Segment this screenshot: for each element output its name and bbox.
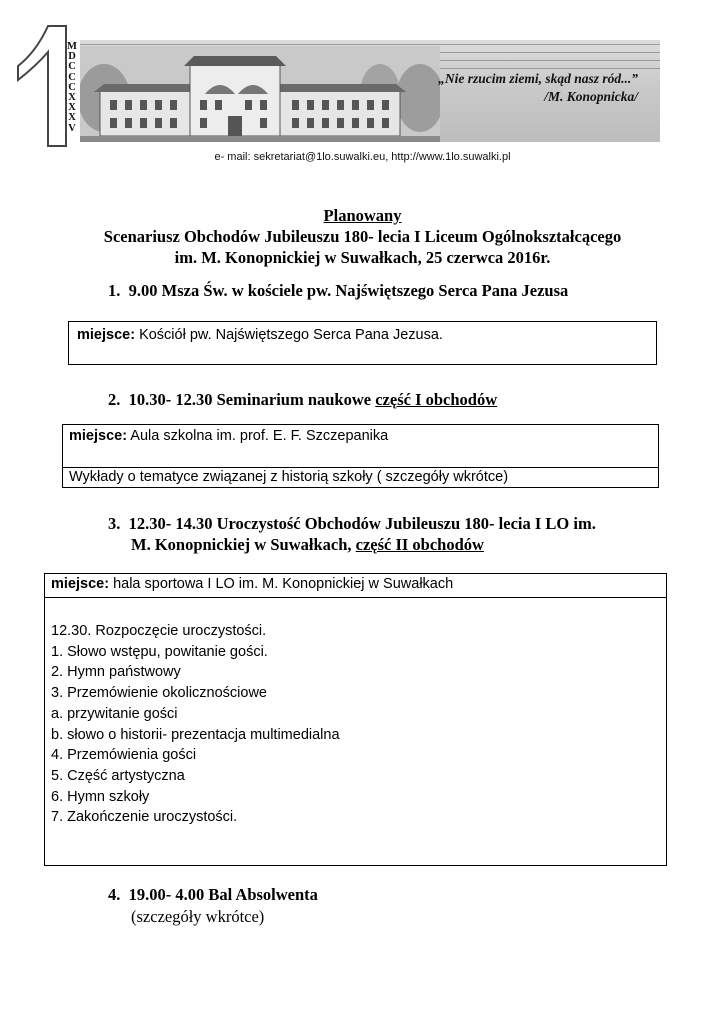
document-title	[40, 205, 685, 268]
item-1-place-box	[68, 321, 657, 365]
program-item: 3. Przemówienie okolicznościowe	[51, 685, 267, 702]
program-item: 5. Część artystyczna	[51, 767, 185, 784]
program-item: b. słowo o historii- prezentacja multimedialna	[51, 726, 340, 743]
contact-line: e- mail: sekretariat@1lo.suwalki.eu, http://www.1lo.suwalki.pl	[214, 151, 511, 163]
school-building-image	[80, 46, 440, 142]
program-item: 12.30. Rozpoczęcie uroczystości.	[51, 623, 267, 639]
program-item: 4. Przemówienia gości	[51, 747, 197, 764]
place-value: hala sportowa I LO im. M. Konopnickiej w Suwałkach	[109, 576, 454, 592]
program-item: 2. Hymn państwowy	[51, 664, 181, 681]
place-label: miejsce:	[51, 576, 110, 592]
item-2-place-box	[62, 424, 659, 488]
item-2-heading: 2. 10.30- 12.30 Seminarium naukowe część I obchodów	[108, 390, 498, 409]
program-item: 1. Słowo wstępu, powitanie gości.	[51, 643, 268, 660]
place-label: miejsce:	[77, 327, 136, 343]
title-planowany: Planowany	[323, 206, 402, 225]
letterhead-banner	[80, 40, 660, 142]
motto-quote: „Nie rzucim ziemi, skąd nasz ród...” /M. Konopnicka/	[438, 71, 638, 104]
item-3-heading: 3. 12.30- 14.30 Uroczystość Obchodów Jubileuszu 180- lecia I LO im. M. Konopnickiej w Suwałkach, część II obchodów	[108, 514, 596, 554]
item-4-heading: 4. 19.00- 4.00 Bal Absolwenta	[108, 885, 318, 904]
logo-roman-numeral: M D C C C X X X V	[67, 41, 77, 134]
program-list	[45, 597, 666, 828]
place-value: Kościół pw. Najświętszego Serca Pana Jezusa.	[135, 327, 443, 343]
place-value: Aula szkolna im. prof. E. F. Szczepanika	[127, 428, 389, 444]
place-label: miejsce:	[69, 428, 128, 444]
item-3-program-box	[44, 573, 667, 866]
item-1-heading: 1. 9.00 Msza Św. w kościele pw. Najświętszego Serca Pana Jezusa	[108, 281, 569, 300]
program-item: a. przywitanie gości	[51, 705, 178, 722]
program-item: 7. Zakończenie uroczystości.	[51, 809, 238, 826]
item-2-note: Wykłady o tematyce związanej z historią szkoły ( szczegóły wkrótce)	[63, 467, 658, 485]
title-line-2: Scenariusz Obchodów Jubileuszu 180- lecia I Liceum Ogólnokształcącego	[103, 227, 622, 246]
title-line-3: im. M. Konopnickiej w Suwałkach, 25 czerwca 2016r.	[174, 248, 551, 267]
program-item: 6. Hymn szkoły	[51, 788, 150, 805]
item-4-note: (szczegóły wkrótce)	[131, 907, 265, 926]
